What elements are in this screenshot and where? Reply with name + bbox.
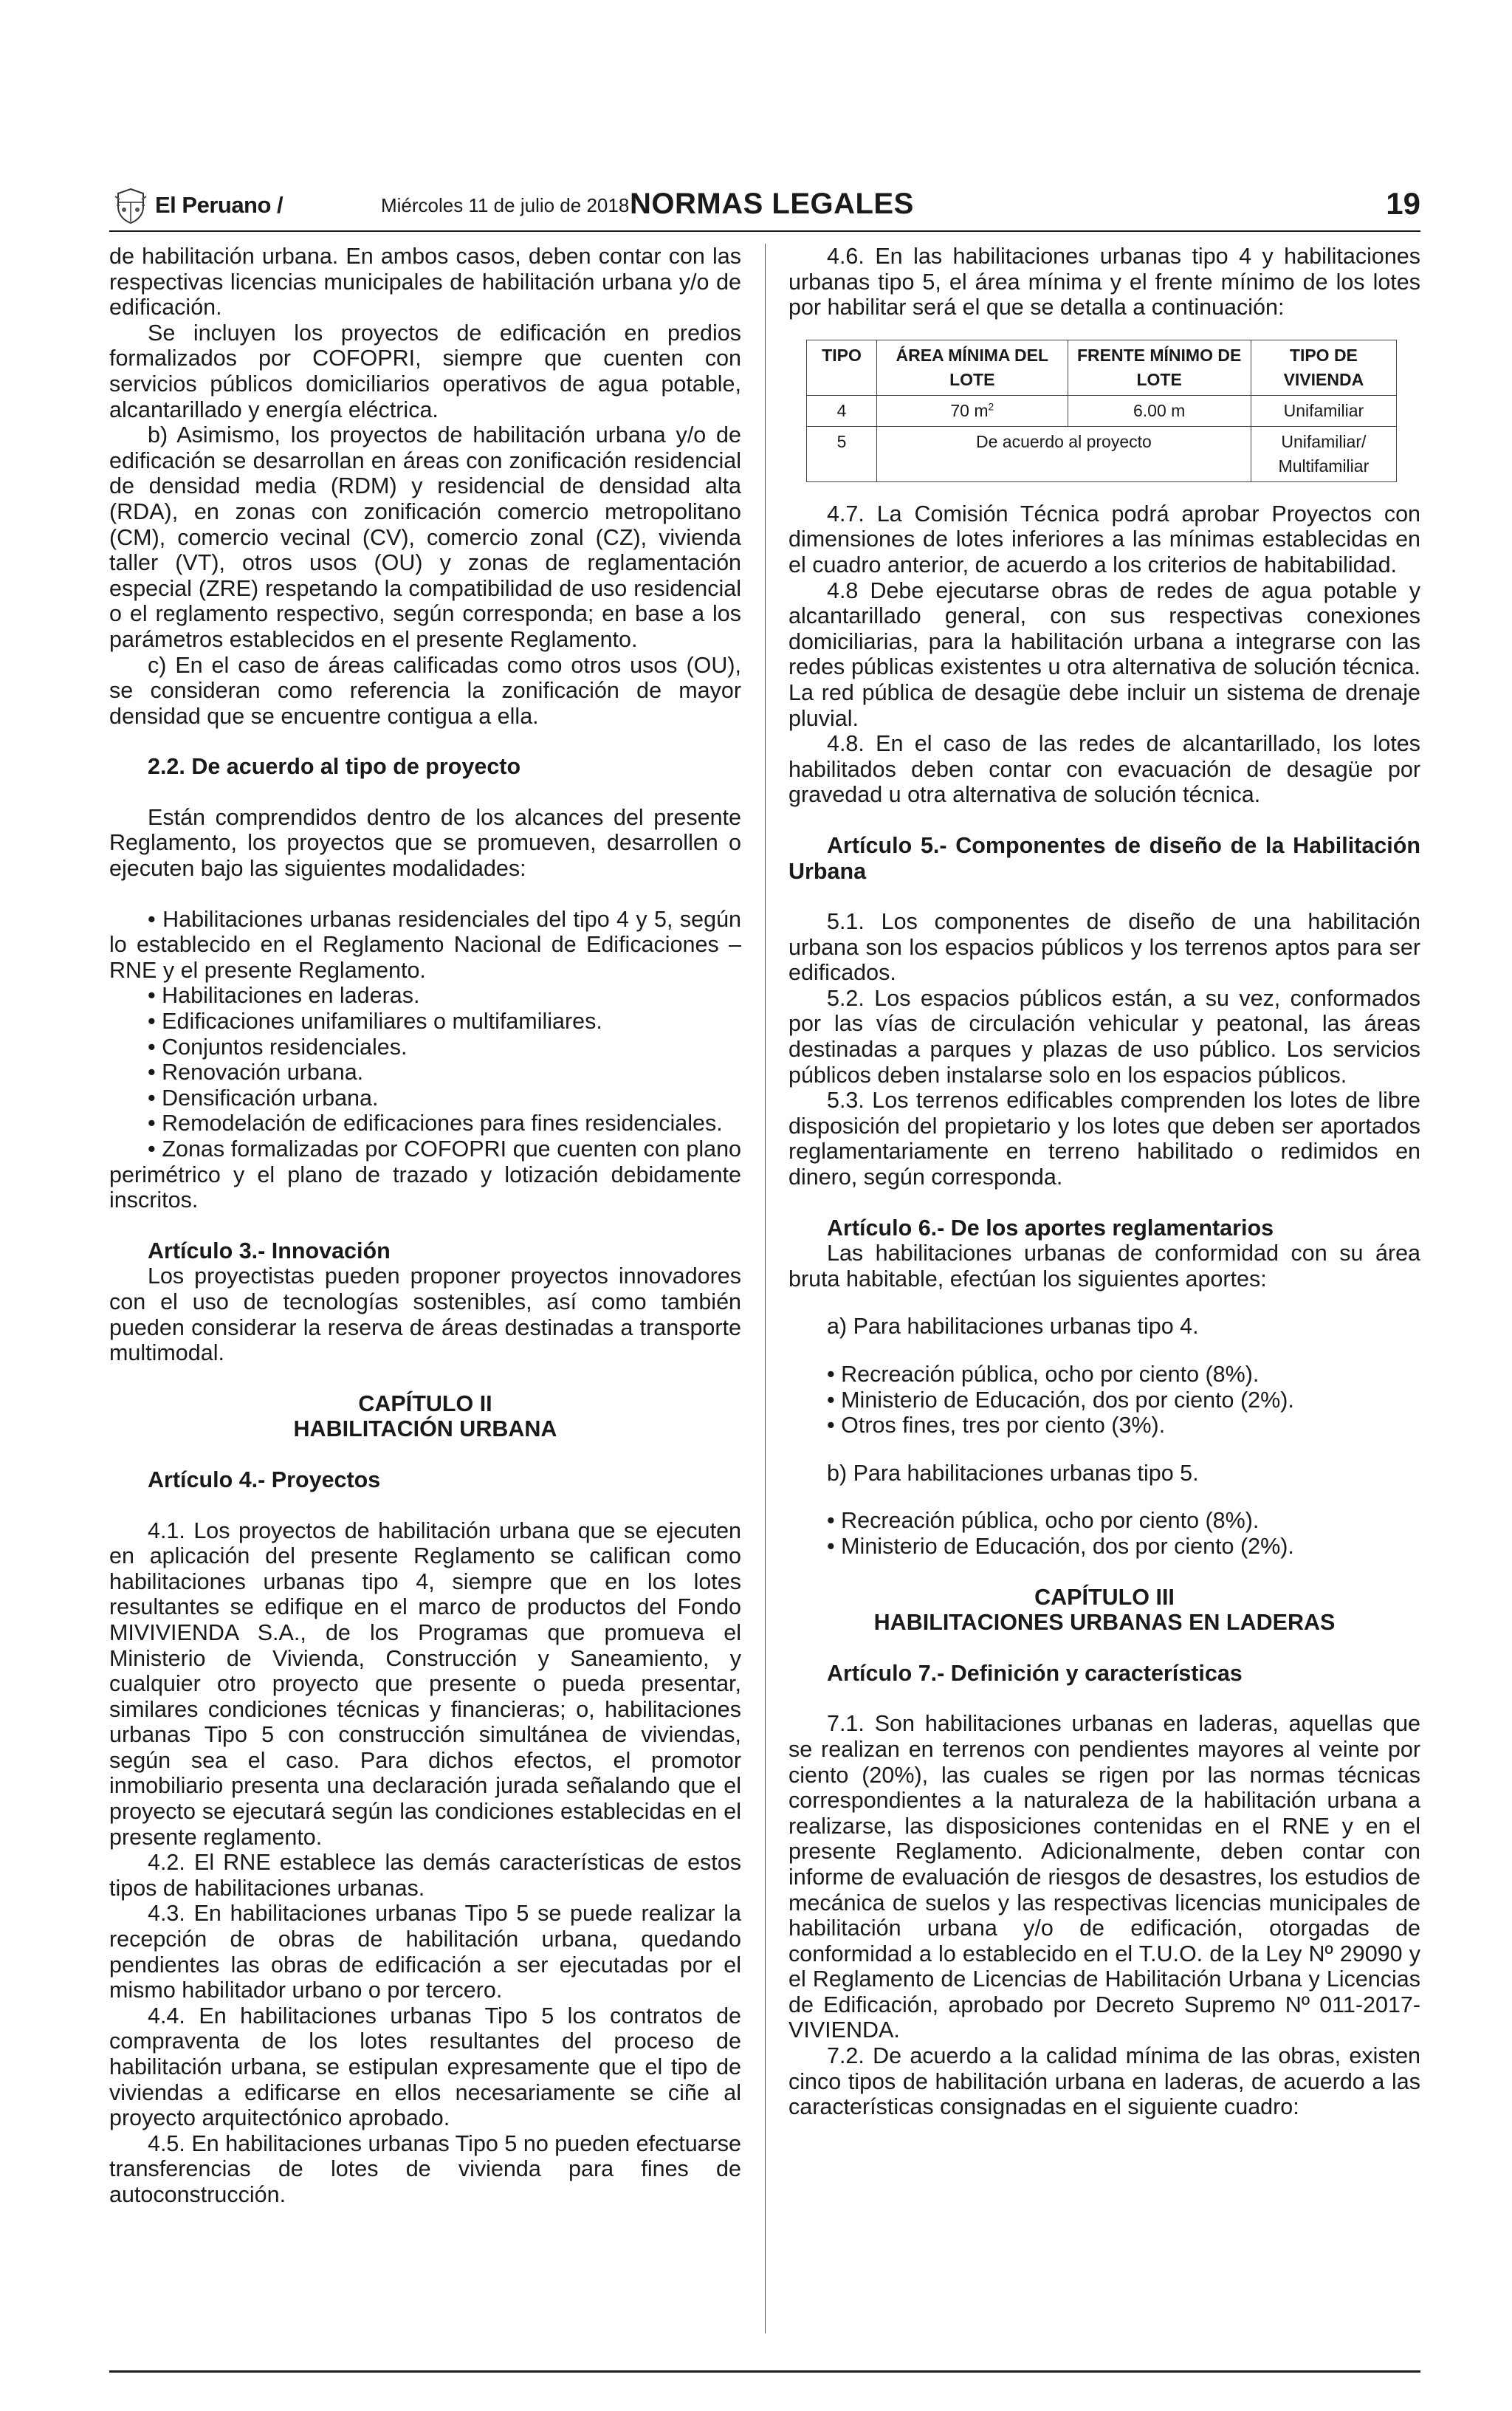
list-item: • Ministerio de Educación, dos por ciento (2%).	[827, 1387, 1294, 1413]
list-item: • Habilitaciones en laderas.	[148, 983, 420, 1009]
table-header: ÁREA MÍNIMA DEL LOTE	[877, 340, 1068, 395]
paragraph: Los proyectistas pueden proponer proyectos innovadores con el uso de tecnologías sostenibles, así como también pueden considerar la reserva de áreas destinadas a transporte multimodal.	[109, 1263, 741, 1366]
chapter-title: HABILITACIONES URBANAS EN LADERAS	[873, 1610, 1336, 1636]
paragraph: 7.2. De acuerdo a la calidad mínima de las obras, existen cinco tipos de habilitación urbana en laderas, de acuerdo a las características consignadas en el siguiente cuadro:	[788, 2043, 1420, 2120]
article-heading: Artículo 7.- Definición y características	[827, 1660, 1243, 1686]
table-row	[807, 395, 1397, 426]
list-item: • Remodelación de edificaciones para fines residenciales.	[148, 1111, 723, 1136]
table-cell: 5	[807, 426, 877, 481]
table-header: FRENTE MÍNIMO DE LOTE	[1068, 340, 1251, 395]
page-number: 19	[1386, 186, 1420, 221]
section-heading: 2.2. De acuerdo al tipo de proyecto	[148, 754, 521, 780]
issue-date: Miércoles 11 de julio de 2018	[381, 194, 630, 216]
table-cell: Unifamiliar	[1251, 395, 1396, 426]
list-item: • Densificación urbana.	[148, 1085, 379, 1111]
footer-rule	[109, 2370, 1420, 2373]
table-cell: 6.00 m	[1068, 395, 1251, 426]
paragraph: Las habilitaciones urbanas de conformidad con su área bruta habitable, efectúan los siguientes aportes:	[788, 1241, 1420, 1292]
chapter-title: HABILITACIÓN URBANA	[293, 1416, 557, 1442]
left-column	[109, 244, 741, 2208]
table-header: TIPO DE VIVIENDA	[1251, 340, 1396, 395]
section-title: NORMAS LEGALES	[630, 188, 914, 220]
paragraph: Se incluyen los proyectos de edificación en predios formalizados por COFOPRI, siempre que cuenten con servicios públicos domiciliarios operativos de agua potable, alcantarillado y energía eléctrica.	[109, 320, 741, 422]
paragraph: de habilitación urbana. En ambos casos, deben contar con las respectivas licencias municipales de habilitación urbana y/o de edificación.	[109, 244, 741, 320]
paragraph: 4.1. Los proyectos de habilitación urbana que se ejecuten en aplicación del presente Reglamento se califican como habilitaciones urbanas tipo 4, siempre que en los lotes resultantes se edifique en el marco de productos del Fondo MIVIVIENDA S.A., de los Programas que promueva el Ministerio de Vivienda, Construcción y Saneamiento, y cualquier otro proyecto que presente o pueda presentar, similares condiciones técnicas y financieras; o, habilitaciones urbanas Tipo 5 con construcción simultánea de viviendas, según sea el caso. Para dichos efectos, el promotor inmobiliario presenta una declaración jurada señalando que el proyecto se ejecutará según las condiciones establecidas en el presente reglamento.	[109, 1517, 741, 1850]
column-divider	[765, 244, 766, 2333]
page-header	[109, 185, 1420, 230]
paragraph: 5.1. Los componentes de diseño de una habilitación urbana son los espacios públicos y los terrenos aptos para ser edificados.	[788, 909, 1420, 986]
table-header-row	[807, 340, 1397, 395]
list-item: • Recreación pública, ocho por ciento (8%).	[827, 1362, 1260, 1387]
chapter-number: CAPÍTULO III	[1034, 1584, 1175, 1610]
article-heading: Artículo 4.- Proyectos	[148, 1467, 381, 1492]
paragraph: 4.5. En habilitaciones urbanas Tipo 5 no pueden efectuarse transferencias de lotes de vivienda para fines de autoconstrucción.	[109, 2130, 741, 2207]
paragraph: 4.6. En las habilitaciones urbanas tipo 4 y habilitaciones urbanas tipo 5, el área mínima y el frente mínimo de los lotes por habilitar será el que se detalla a continuación:	[788, 244, 1420, 320]
table-cell: Unifamiliar/ Multifamiliar	[1251, 426, 1396, 481]
paragraph: 4.2. El RNE establece las demás características de estos tipos de habilitaciones urbanas.	[109, 1850, 741, 1901]
right-column	[788, 244, 1420, 2120]
table-cell: 70 $m^2$	[877, 395, 1068, 426]
list-item: • Recreación pública, ocho por ciento (8%).	[827, 1508, 1260, 1534]
table-header: TIPO	[807, 340, 877, 395]
table-row	[807, 426, 1397, 481]
list-item: • Conjuntos residenciales.	[148, 1034, 408, 1060]
paragraph: 4.8 Debe ejecutarse obras de redes de agua potable y alcantarillado general, con sus respectivas conexiones domiciliarias, para la habilitación urbana a integrarse con las redes públicas existentes u otra alternativa de solución técnica. La red pública de desagüe debe incluir un sistema de drenaje pluvial.	[788, 577, 1420, 731]
paragraph: 4.4. En habilitaciones urbanas Tipo 5 los contratos de compraventa de los lotes resultantes del proceso de habilitación urbana, se estipulan expresamente que el tipo de viviendas a edificarse en ellos necesariamente se ciñe al proyecto arquitectónico aprobado.	[109, 2003, 741, 2131]
table-cell: 4	[807, 395, 877, 426]
list-item: • Otros fines, tres por ciento (3%).	[827, 1413, 1166, 1438]
paragraph: 4.3. En habilitaciones urbanas Tipo 5 se puede realizar la recepción de obras de habilitación urbana, quedando pendientes las obras de edificación a ser ejecutadas por el mismo habilitador urbano o por tercero.	[109, 1901, 741, 2003]
paragraph: 7.1. Son habilitaciones urbanas en laderas, aquellas que se realizan en terrenos con pendientes mayores al veinte por ciento (20%), las cuales se rigen por las normas técnicas correspondientes a la naturaleza de la habilitación urbana a realizarse, las disposiciones contenidas en el RNE y en el presente Reglamento. Adicionalmente, deben contar con informe de evaluación de riesgos de desastres, los estudios de mecánica de suelos y las respectivas licencias municipales de habilitación urbana y/o de edificación, otorgadas de conformidad a lo establecido en el T.U.O. de la Ley Nº 29090 y el Reglamento de Licencias de Habilitación Urbana y Licencias de Edificación, aprobado por Decreto Supremo Nº 011-2017-VIVIENDA.	[788, 1711, 1420, 2043]
subheading: b) Para habilitaciones urbanas tipo 5.	[827, 1460, 1199, 1486]
paragraph: 4.7. La Comisión Técnica podrá aprobar Proyectos con dimensiones de lotes inferiores a las mínimas establecidas en el cuadro anterior, de acuerdo a los criterios de habitabilidad.	[788, 501, 1420, 577]
paragraph: 4.8. En el caso de las redes de alcantarillado, los lotes habilitados deben contar con evacuación de desagüe por gravedad u otra alternativa de solución técnica.	[788, 731, 1420, 808]
article-heading: Artículo 5.- Componentes de diseño de la Habilitación Urbana	[788, 832, 1420, 884]
chapter-number: CAPÍTULO II	[358, 1390, 492, 1416]
list-item: • Edificaciones unifamiliares o multifamiliares.	[148, 1009, 602, 1035]
paragraph: b) Asimismo, los proyectos de habilitación urbana y/o de edificación se desarrollan en áreas con zonificación residencial de densidad media (RDM) y residencial de densidad alta (RDA), en zonas con zonificación comercio metropolitano (CM), comercio vecinal (CV), comercio zonal (CZ), vivienda taller (VT), otros usos (OU) y zonas de reglamentación especial (ZRE) respetando la compatibilidad de uso residencial o el reglamento respectivo, según corresponda; en base a los parámetros establecidos en el presente Reglamento.	[109, 422, 741, 652]
article-heading: Artículo 3.- Innovación	[148, 1238, 391, 1263]
coat-of-arms-icon	[114, 188, 148, 224]
list-item: • Ministerio de Educación, dos por ciento (2%).	[827, 1533, 1294, 1559]
lot-dimensions-table	[806, 340, 1397, 482]
header-rule	[109, 230, 1420, 232]
table-cell: De acuerdo al proyecto	[877, 426, 1251, 481]
paragraph: c) En el caso de áreas calificadas como otros usos (OU), se consideran como referencia la zonificación de mayor densidad que se encuentre contigua a ella.	[109, 652, 741, 729]
newspaper-name: El Peruano /	[155, 192, 284, 218]
article-heading: Artículo 6.- De los aportes reglamentarios	[827, 1215, 1274, 1241]
paragraph: 5.3. Los terrenos edificables comprenden los lotes de libre disposición del propietario y los lotes que deben ser aportados reglamentariamente en terreno habilitado o redimidos en dinero, según corresponda.	[788, 1088, 1420, 1190]
list-item: • Habilitaciones urbanas residenciales del tipo 4 y 5, según lo establecido en el Reglamento Nacional de Edificaciones – RNE y el presente Reglamento.	[109, 906, 741, 983]
paragraph: Están comprendidos dentro de los alcances del presente Reglamento, los proyectos que se promueven, desarrollen o ejecuten bajo las siguientes modalidades:	[109, 804, 741, 882]
list-item: • Zonas formalizadas por COFOPRI que cuenten con plano perimétrico y el plano de trazado y lotización debidamente inscritos.	[109, 1136, 741, 1213]
subheading: a) Para habilitaciones urbanas tipo 4.	[827, 1314, 1199, 1340]
paragraph: 5.2. Los espacios públicos están, a su vez, conformados por las vías de circulación vehicular y peatonal, las áreas destinadas a parques y plazas de uso público. Los servicios públicos deben instalarse solo en los espacios públicos.	[788, 985, 1420, 1088]
list-item: • Renovación urbana.	[148, 1060, 364, 1086]
